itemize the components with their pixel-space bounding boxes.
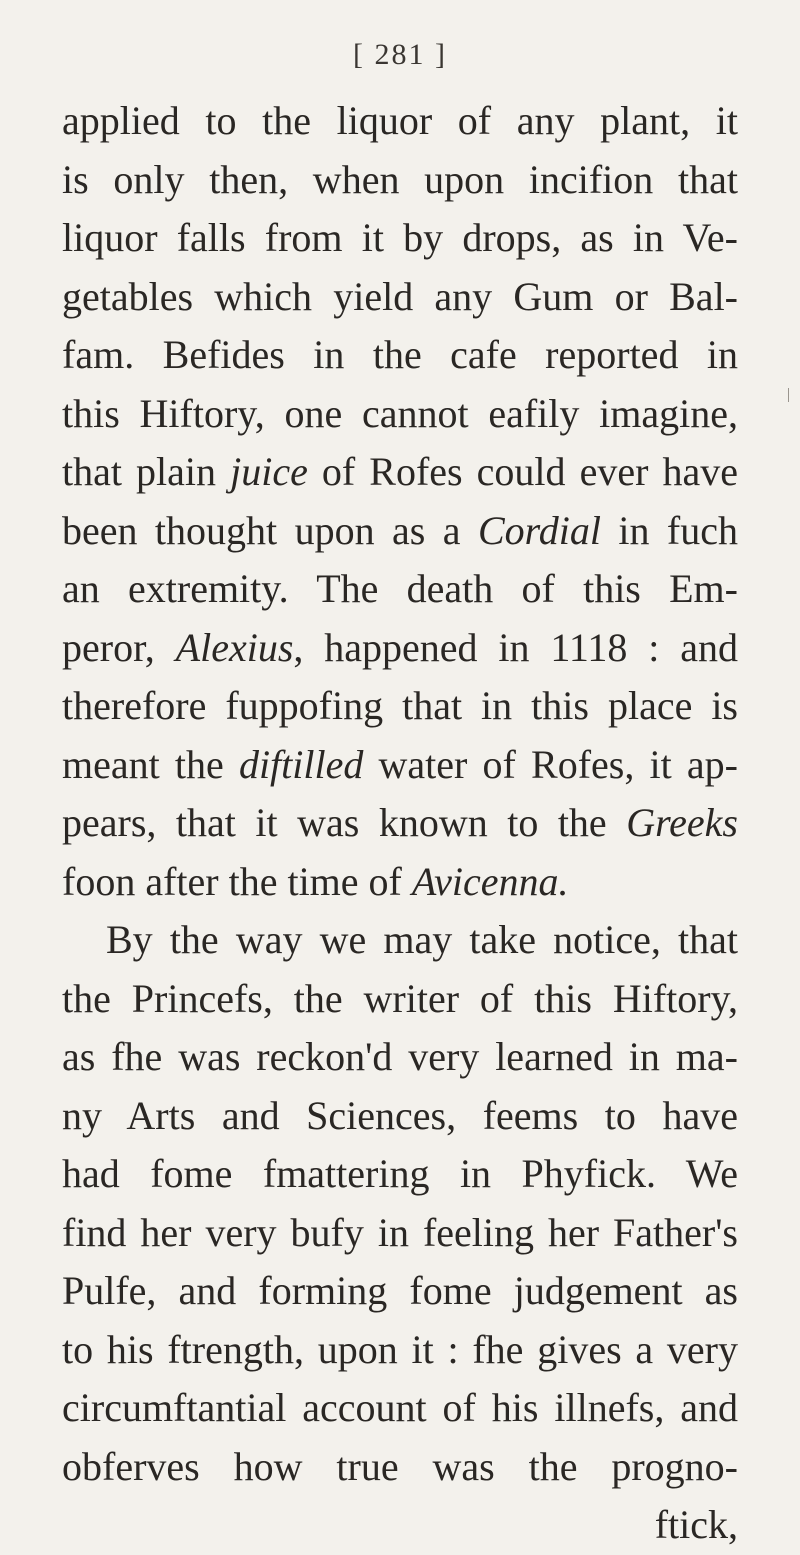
italic-text: juice — [230, 449, 308, 494]
text-line — [62, 443, 738, 502]
text-line — [62, 970, 738, 1029]
text-segment: obferves how true was the progno- — [62, 1443, 738, 1489]
text-line — [62, 853, 738, 912]
text-segment: fam. Befides in the cafe reported in — [62, 332, 738, 377]
text-segment: getables which yield any Gum or Bal- — [62, 273, 738, 319]
body-text — [62, 92, 738, 1555]
page-number: [ 281 ] — [353, 38, 447, 71]
margin-mark — [788, 388, 789, 402]
text-segment: is only then, when upon incifion that — [62, 156, 738, 202]
text-segment: Pulfe, and forming fome judgement as — [62, 1268, 738, 1313]
italic-text: Alexius — [175, 624, 294, 670]
text-segment: ftick, — [654, 1502, 738, 1547]
text-segment: foon after the time of — [62, 858, 412, 904]
text-line — [62, 92, 738, 151]
text-line — [62, 1087, 738, 1146]
text-segment: that plain — [62, 449, 231, 494]
text-line — [62, 326, 738, 385]
text-segment: circumftantial account of his illnefs, and — [62, 1385, 738, 1430]
text-line — [62, 1204, 738, 1263]
text-segment: to his ftrength, upon it : fhe gives a very — [62, 1326, 738, 1372]
text-line — [62, 1321, 738, 1380]
text-segment: of Rofes could ever have — [307, 449, 738, 494]
text-segment: find her very bufy in feeling her Father's — [62, 1209, 738, 1255]
text-segment: pears, that it was known to the — [62, 800, 627, 845]
text-segment: liquor falls from it by drops, as in Ve- — [62, 215, 738, 260]
text-line — [62, 736, 738, 795]
text-segment: peror, — [62, 624, 176, 670]
text-segment: therefore fuppofing that in this place is — [62, 683, 738, 728]
text-segment: as fhe was reckon'd very learned in ma- — [62, 1034, 738, 1079]
text-segment: this Hiftory, one cannot eafily imagine, — [62, 390, 738, 436]
text-segment: applied to the liquor of any plant, it — [62, 98, 738, 143]
text-line — [62, 268, 738, 327]
text-line — [62, 151, 738, 210]
text-line — [62, 1145, 738, 1204]
italic-text: Greeks — [626, 800, 738, 845]
text-segment: had fome fmattering in Phyfick. We — [62, 1151, 738, 1196]
text-segment: an extremity. The death of this Em- — [62, 566, 738, 611]
text-line — [62, 911, 738, 970]
text-segment: meant the — [62, 741, 239, 787]
italic-text: Avicenna. — [411, 858, 569, 904]
text-line — [62, 1438, 738, 1497]
text-line — [62, 1379, 738, 1438]
text-line — [62, 502, 738, 561]
text-line — [62, 1028, 738, 1087]
text-line — [62, 385, 738, 444]
italic-text: Cordial — [477, 507, 601, 553]
text-line — [62, 560, 738, 619]
text-segment: the Princefs, the writer of this Hiftory, — [62, 975, 738, 1021]
text-line — [62, 794, 738, 853]
italic-text: diftilled — [238, 741, 364, 787]
text-segment: been thought upon as a — [62, 507, 478, 553]
text-line — [62, 619, 738, 678]
text-line — [62, 1262, 738, 1321]
text-segment: By the way we may take notice, that — [106, 917, 738, 962]
text-line — [62, 677, 738, 736]
text-segment: , happened in 1118 : and — [293, 624, 739, 670]
text-segment: in fuch — [600, 507, 738, 553]
text-segment: ny Arts and Sciences, feems to have — [62, 1092, 738, 1138]
text-segment: water of Rofes, it ap- — [363, 741, 738, 787]
text-line — [62, 209, 738, 268]
